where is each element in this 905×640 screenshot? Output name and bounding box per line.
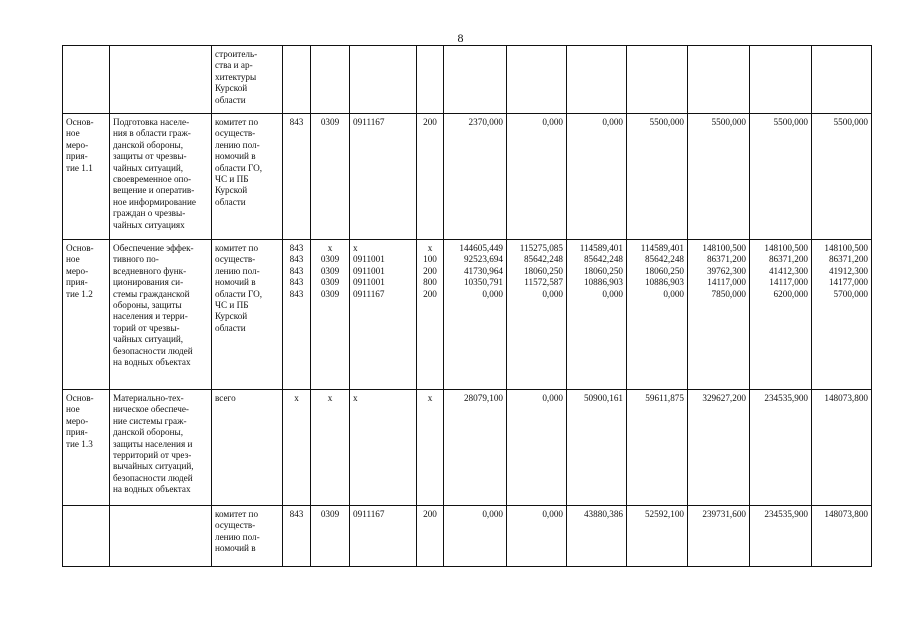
csr-value: 0911167 xyxy=(353,509,385,519)
y2016-value: 115275,085 xyxy=(519,243,563,253)
y2020-cell xyxy=(750,46,812,114)
csr-cell xyxy=(350,390,417,506)
csr-value: 0911001 xyxy=(353,265,385,276)
vr-cell xyxy=(417,390,444,506)
grbs-value: 843 xyxy=(289,117,304,127)
y2020-cell xyxy=(750,114,812,240)
y2019-value: 148100,500 xyxy=(702,243,746,253)
table-row xyxy=(63,114,872,240)
vr-cell xyxy=(417,506,444,567)
y2021-value: 86371,200 xyxy=(828,254,868,265)
table-row xyxy=(63,46,872,114)
executor-cell: комитет по осуществ- лению пол- номочий в области ГО, ЧС и ПБ Курской области xyxy=(212,240,283,390)
csr-value: х xyxy=(353,243,358,253)
executor-cell: строитель- ства и ар- хитектуры Курской области xyxy=(212,46,283,114)
rzpr-value: х xyxy=(327,243,333,253)
rzpr-cell xyxy=(311,114,350,240)
rzpr-value: 0309 xyxy=(320,254,340,265)
status-cell: Основ- ное меро- прия- тие 1.3 xyxy=(63,390,110,506)
y2017-cell xyxy=(567,390,627,506)
y2020-value: 41412,300 xyxy=(768,265,808,276)
status-cell xyxy=(63,46,110,114)
vr-value: 200 xyxy=(423,265,437,276)
csr-cell xyxy=(350,240,417,390)
name-cell: Обеспечение эффек- тивного по- вседневного функ- ционирования си- стемы гражданской обороны, защиты населения и терри- торий от чрезвы- чайных ситуаций, безопасности людей на водных объектах xyxy=(110,240,212,390)
y2021-value: 148100,500 xyxy=(824,243,868,253)
y2015-value: 28079,100 xyxy=(463,393,503,403)
y2015-cell xyxy=(444,506,507,567)
y2018-value: 114589,401 xyxy=(640,243,684,253)
y2020-cell xyxy=(750,240,812,390)
y2018-cell xyxy=(627,114,688,240)
y2018-value: 10886,903 xyxy=(644,277,684,288)
y2016-value: 18060,250 xyxy=(523,265,563,276)
grbs-cell xyxy=(283,114,311,240)
grbs-cell xyxy=(283,390,311,506)
y2016-value: 0,000 xyxy=(542,117,563,127)
y2016-value: 0,000 xyxy=(542,509,563,519)
y2015-value: 41730,964 xyxy=(463,265,503,276)
y2018-value: 0,000 xyxy=(663,288,684,299)
table-row xyxy=(63,506,872,567)
y2018-value: 52592,100 xyxy=(644,509,684,519)
vr-value: 200 xyxy=(423,288,437,299)
status-cell: Основ- ное меро- прия- тие 1.1 xyxy=(63,114,110,240)
y2016-cell xyxy=(507,240,567,390)
y2020-value: 14117,000 xyxy=(769,277,808,288)
y2017-value: 114589,401 xyxy=(579,243,623,253)
y2015-value: 2370,000 xyxy=(468,117,503,127)
y2018-value: 59611,875 xyxy=(645,393,684,403)
y2021-value: 14177,000 xyxy=(828,277,868,288)
rzpr-cell xyxy=(311,390,350,506)
y2021-value: 148073,800 xyxy=(824,393,868,403)
y2018-value: 5500,000 xyxy=(649,117,684,127)
y2019-cell xyxy=(688,46,750,114)
grbs-value: 843 xyxy=(289,243,304,253)
rzpr-value: х xyxy=(327,393,333,403)
y2021-cell xyxy=(812,46,872,114)
y2017-value: 0,000 xyxy=(602,117,623,127)
y2019-value: 86371,200 xyxy=(706,254,746,265)
y2019-value: 14117,000 xyxy=(707,277,746,288)
y2021-cell xyxy=(812,240,872,390)
rzpr-cell xyxy=(311,46,350,114)
y2017-value: 43880,386 xyxy=(583,509,623,519)
vr-value: х xyxy=(427,243,433,253)
csr-value: 0911001 xyxy=(353,254,385,265)
rzpr-value: 0309 xyxy=(320,509,340,519)
vr-cell xyxy=(417,46,444,114)
y2015-cell xyxy=(444,240,507,390)
y2016-cell xyxy=(507,46,567,114)
csr-value: 0911167 xyxy=(353,288,385,299)
vr-value: 100 xyxy=(423,254,437,265)
y2016-value: 11572,587 xyxy=(524,277,563,288)
y2019-cell xyxy=(688,390,750,506)
executor-cell: комитет по осуществ- лению пол- номочий в области ГО, ЧС и ПБ Курской области xyxy=(212,114,283,240)
vr-value: х xyxy=(427,393,433,403)
grbs-value: 843 xyxy=(289,288,304,299)
vr-value: 200 xyxy=(423,117,437,127)
y2021-value: 5700,000 xyxy=(833,288,868,299)
rzpr-value: 0309 xyxy=(320,288,340,299)
rzpr-value: 0309 xyxy=(320,277,340,288)
grbs-cell xyxy=(283,46,311,114)
y2016-cell xyxy=(507,114,567,240)
vr-cell xyxy=(417,240,444,390)
y2019-cell xyxy=(688,240,750,390)
grbs-value: 843 xyxy=(289,509,304,519)
vr-cell xyxy=(417,114,444,240)
status-cell xyxy=(63,506,110,567)
y2015-cell xyxy=(444,390,507,506)
y2017-value: 18060,250 xyxy=(583,265,623,276)
csr-value: х xyxy=(353,393,358,403)
y2020-value: 234535,900 xyxy=(764,509,808,519)
y2016-cell xyxy=(507,506,567,567)
vr-value: 800 xyxy=(423,277,437,288)
y2016-cell xyxy=(507,390,567,506)
y2017-cell xyxy=(567,46,627,114)
csr-cell xyxy=(350,506,417,567)
y2019-value: 5500,000 xyxy=(711,117,746,127)
y2017-value: 10886,903 xyxy=(583,277,623,288)
csr-value: 0911001 xyxy=(353,277,385,288)
y2019-value: 239731,600 xyxy=(702,509,746,519)
y2020-cell xyxy=(750,506,812,567)
y2018-value: 18060,250 xyxy=(644,265,684,276)
y2015-value: 144605,449 xyxy=(459,243,503,253)
y2015-cell xyxy=(444,114,507,240)
y2017-cell xyxy=(567,114,627,240)
executor-cell: всего xyxy=(212,390,283,506)
rzpr-value: 0309 xyxy=(320,265,340,276)
page-number: 8 xyxy=(457,31,464,45)
y2018-cell xyxy=(627,390,688,506)
y2020-cell xyxy=(750,390,812,506)
y2019-value: 39762,300 xyxy=(706,265,746,276)
rzpr-cell xyxy=(311,240,350,390)
vr-value: 200 xyxy=(423,509,437,519)
y2018-cell xyxy=(627,506,688,567)
y2020-value: 86371,200 xyxy=(768,254,808,265)
y2015-cell xyxy=(444,46,507,114)
name-cell: Материально-тех- ническое обеспече- ние системы граж- данской обороны, защиты населения и территорий от чрез- вычайных ситуаций, безопасности людей на водных объектах xyxy=(110,390,212,506)
y2016-value: 0,000 xyxy=(542,393,563,403)
y2015-value: 92523,694 xyxy=(463,254,503,265)
y2016-value: 0,000 xyxy=(542,288,563,299)
y2021-value: 41912,300 xyxy=(828,265,868,276)
y2021-cell xyxy=(812,114,872,240)
grbs-value: х xyxy=(294,393,299,403)
grbs-value: 843 xyxy=(289,254,304,265)
name-cell xyxy=(110,506,212,567)
csr-cell xyxy=(350,114,417,240)
y2018-value: 85642,248 xyxy=(644,254,684,265)
y2018-cell xyxy=(627,46,688,114)
y2020-value: 5500,000 xyxy=(773,117,808,127)
csr-cell xyxy=(350,46,417,114)
grbs-value: 843 xyxy=(289,265,304,276)
grbs-cell xyxy=(283,506,311,567)
csr-value: 0911167 xyxy=(353,117,385,127)
status-cell: Основ- ное меро- прия- тие 1.2 xyxy=(63,240,110,390)
y2020-value: 234535,900 xyxy=(764,393,808,403)
y2017-value: 85642,248 xyxy=(583,254,623,265)
executor-cell: комитет по осуществ- лению пол- номочий в xyxy=(212,506,283,567)
y2015-value: 0,000 xyxy=(482,288,503,299)
y2021-cell xyxy=(812,506,872,567)
grbs-value: 843 xyxy=(289,277,304,288)
y2020-value: 6200,000 xyxy=(773,288,808,299)
table-row xyxy=(63,240,872,390)
table-body xyxy=(63,46,872,567)
y2019-cell xyxy=(688,506,750,567)
y2019-cell xyxy=(688,114,750,240)
grbs-cell xyxy=(283,240,311,390)
table-row xyxy=(63,390,872,506)
y2021-value: 148073,800 xyxy=(824,509,868,519)
y2017-value: 50900,161 xyxy=(583,393,623,403)
y2015-value: 0,000 xyxy=(482,509,503,519)
y2018-cell xyxy=(627,240,688,390)
budget-table xyxy=(62,45,872,567)
y2019-value: 329627,200 xyxy=(702,393,746,403)
y2016-value: 85642,248 xyxy=(523,254,563,265)
y2021-value: 5500,000 xyxy=(833,117,868,127)
y2017-cell xyxy=(567,240,627,390)
name-cell xyxy=(110,46,212,114)
y2017-cell xyxy=(567,506,627,567)
y2020-value: 148100,500 xyxy=(764,243,808,253)
rzpr-cell xyxy=(311,506,350,567)
y2021-cell xyxy=(812,390,872,506)
name-cell: Подготовка населе- ния в области граж- данской обороны, защиты от чрезвы- чайных ситуаций, своевременное опо- вещение и оператив- ное информирование граждан о чрезвы- чайных ситуациях xyxy=(110,114,212,240)
y2019-value: 7850,000 xyxy=(711,288,746,299)
rzpr-value: 0309 xyxy=(320,117,340,127)
y2015-value: 10350,791 xyxy=(463,277,503,288)
y2017-value: 0,000 xyxy=(602,288,623,299)
